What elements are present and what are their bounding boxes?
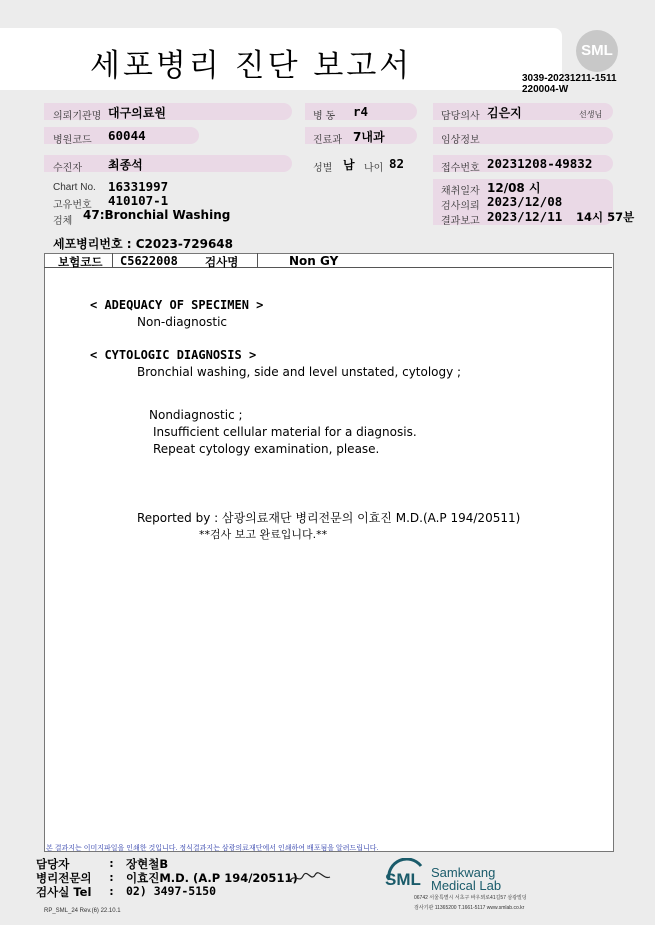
- staff-value: 장현철B: [126, 857, 169, 871]
- dept-label: 진료과: [313, 135, 342, 146]
- adequacy-text: Non-diagnostic: [137, 315, 228, 329]
- report-number: 세포병리번호 : C2023-729648: [53, 237, 233, 251]
- lab-name-line1: Samkwang: [431, 865, 496, 880]
- collect-value: 12/08 시: [487, 181, 541, 195]
- institution-label: 의뢰기관명: [53, 111, 102, 122]
- adequacy-heading: < ADEQUACY OF SPECIMEN >: [90, 298, 264, 312]
- sex-value: 남: [343, 158, 355, 172]
- form-code: RP_SML_24 Rev.(6) 22.10.1: [44, 908, 121, 914]
- doctor-value: 김은지: [487, 106, 522, 120]
- tel-value: 02) 3497-5150: [126, 884, 217, 898]
- document-id: [522, 73, 617, 95]
- doctor-label: 담당의사: [441, 111, 480, 122]
- report-complete: **검사 보고 완료입니다.**: [199, 528, 328, 541]
- doctor-suffix: 선생님: [579, 110, 603, 119]
- pathologist-value: 이효진M.D. (A.P 194/20511): [126, 871, 298, 885]
- test-name-label: 검사명: [205, 255, 239, 269]
- diagnosis-line-3: Insufficient cellular material for a diagnosis.: [153, 425, 417, 439]
- unique-label: 고유번호: [53, 200, 92, 211]
- hospital-code-value: 60044: [108, 128, 146, 143]
- lab-name: [431, 866, 501, 892]
- ins-code-label: 보험코드: [58, 255, 103, 269]
- specimen-value: 47:Bronchial Washing: [83, 208, 231, 222]
- doc-id-line1: 3039-20231211-1511: [522, 73, 617, 84]
- specimen-label: 검체: [53, 216, 73, 227]
- result-time-value: 14시 57분: [576, 210, 635, 224]
- lab-name-line2: Medical Lab: [431, 878, 502, 893]
- sml-logo-icon: SML: [576, 30, 618, 72]
- ins-code-value: C5622008: [120, 254, 178, 268]
- hospital-code-label: 병원코드: [53, 135, 92, 146]
- reported-by: Reported by : 삼광의료재단 병리전문의 이효진 M.D.(A.P 194/20511): [137, 511, 521, 525]
- sex-label: 성별: [313, 163, 333, 174]
- diagnosis-heading: < CYTOLOGIC DIAGNOSIS >: [90, 348, 257, 362]
- doc-id-line2: 220004-W: [522, 84, 569, 95]
- age-value: 82: [389, 156, 405, 171]
- patient-label: 수진자: [53, 163, 82, 174]
- dept-value: 7내과: [353, 130, 385, 144]
- diagnosis-line-1: Bronchial washing, side and level unstated, cytology ;: [137, 365, 462, 379]
- lab-address: 06742 서울특별시 서초구 바우뫼로41길57 삼광빌딩: [414, 895, 527, 901]
- diagnosis-line-4: Repeat cytology examination, please.: [153, 442, 380, 456]
- chart-value: 16331997: [108, 179, 169, 194]
- test-label: 검사의뢰: [441, 201, 480, 212]
- report-body: [44, 253, 614, 852]
- ward-value: r4: [353, 104, 369, 119]
- result-label: 결과보고: [441, 216, 480, 227]
- samkwang-logo-icon: [383, 858, 427, 888]
- collect-label: 채취일자: [441, 186, 480, 197]
- patient-value: 최종석: [108, 158, 143, 172]
- test-name-value: Non GY: [289, 254, 339, 268]
- report-title: 세포병리 진단 보고서: [90, 48, 413, 84]
- lab-registration: 검사기관 11365200 T.1661-5117 www.smlab.co.kr: [414, 905, 525, 911]
- signature-icon: [287, 870, 332, 886]
- receipt-label: 접수번호: [441, 163, 480, 174]
- receipt-value: 20231208-49832: [487, 156, 593, 171]
- footer-note: 본 결과지는 이미지파일을 인쇄한 것입니다. 정식결과지는 삼광의료재단에서 인쇄하여 배포됨을 알려드립니다.: [46, 845, 379, 852]
- clinical-info-label: 임상정보: [441, 135, 480, 146]
- diagnosis-line-2: Nondiagnostic ;: [149, 408, 243, 422]
- tel-label: 검사실 Tel: [36, 885, 92, 899]
- staff-label: 담당자: [36, 857, 70, 871]
- chart-label: Chart No.: [53, 182, 96, 193]
- svg-text:SML: SML: [385, 870, 421, 888]
- age-label: 나이: [364, 163, 384, 174]
- institution-value: 대구의료원: [108, 106, 166, 120]
- test-date-value: 2023/12/08: [487, 194, 563, 209]
- result-date-value: 2023/12/11: [487, 209, 563, 224]
- pathologist-label: 병리전문의: [36, 871, 92, 885]
- ward-label: 병 동: [313, 111, 336, 122]
- unique-value: 410107-1: [108, 193, 169, 208]
